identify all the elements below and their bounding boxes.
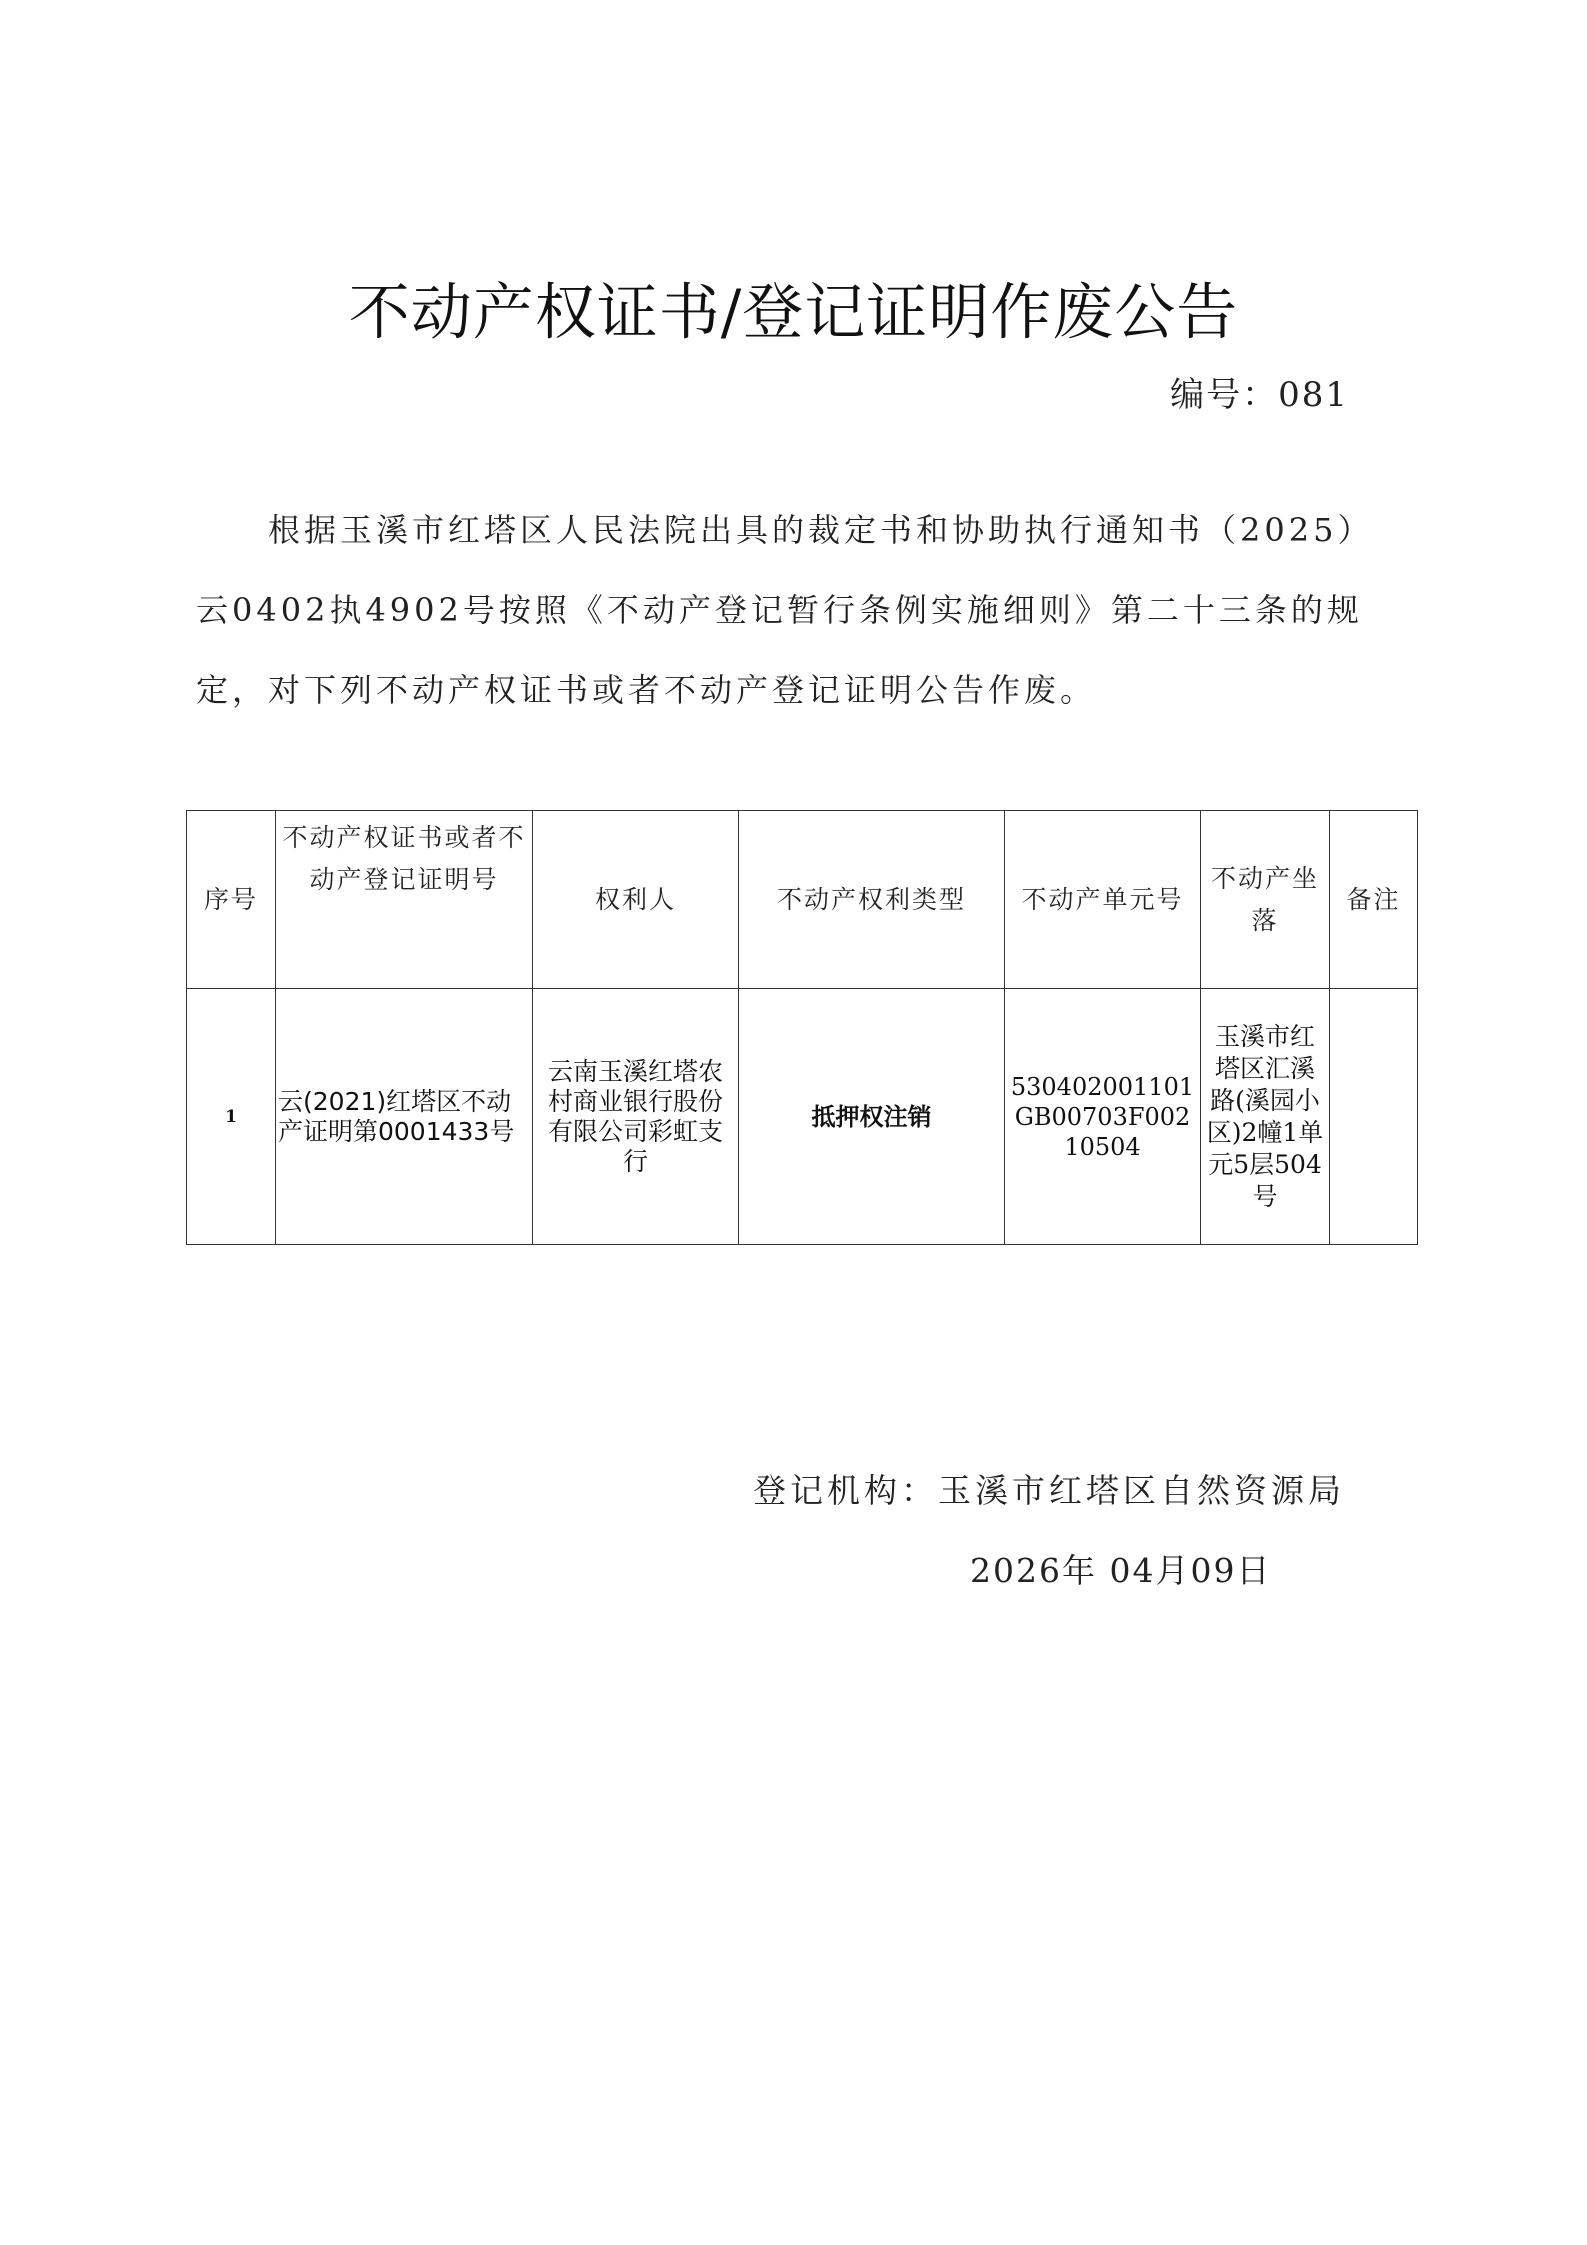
table-header-row: [187, 811, 1418, 989]
notice-paragraph: [196, 490, 1396, 730]
void-certificate-table: [186, 810, 1418, 1245]
header-remark: 备注: [1330, 811, 1418, 989]
header-certificate-number: 不动产权证书或者不动产登记证明号: [276, 811, 533, 989]
notice-title: 不动产权证书/登记证明作废公告: [348, 277, 1239, 348]
header-seq: 序号: [187, 811, 276, 989]
table-row: [187, 989, 1418, 1245]
cell-location: 玉溪市红塔区汇溪路(溪园小区)2幢1单元5层504号: [1201, 989, 1330, 1245]
header-right-holder: 权利人: [533, 811, 739, 989]
document-number: 编号：081: [1170, 375, 1349, 415]
cell-right-holder: 云南玉溪红塔农村商业银行股份有限公司彩虹支行: [533, 989, 739, 1245]
cell-seq: 1: [187, 989, 276, 1245]
header-location: 不动产坐落: [1201, 811, 1330, 989]
cell-certificate-number: 云(2021)红塔区不动产证明第0001433号: [276, 989, 533, 1245]
cell-unit-number: 530402001101GB00703F00210504: [1005, 989, 1201, 1245]
header-unit-number: 不动产单元号: [1005, 811, 1201, 989]
cell-right-type: 抵押权注销: [739, 989, 1005, 1245]
registration-authority: 登记机构：玉溪市红塔区自然资源局: [753, 1471, 1345, 1510]
header-right-type: 不动产权利类型: [739, 811, 1005, 989]
cell-remark: [1330, 989, 1418, 1245]
paragraph-text: 根据玉溪市红塔区人民法院出具的裁定书和协助执行通知书（2025）云0402执4902号按照《不动产登记暂行条例实施细则》第二十三条的规定，对下列不动产权证书或者不动产登记证明公告作废。: [196, 511, 1374, 709]
notice-date: 2026年 04月09日: [970, 1551, 1272, 1590]
